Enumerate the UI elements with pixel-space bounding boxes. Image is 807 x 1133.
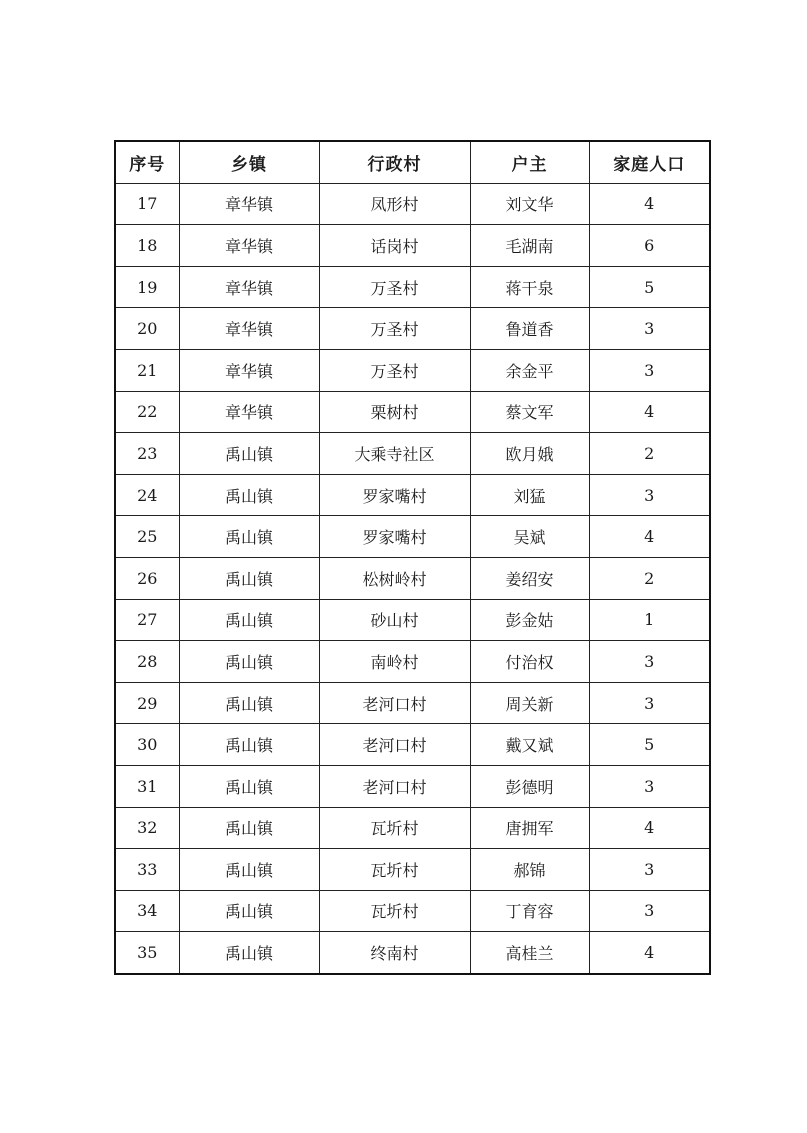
cell-family-size: 6 [589,225,710,267]
cell-village: 栗树村 [319,391,470,433]
table-row [115,474,710,516]
cell-family-size: 4 [589,391,710,433]
cell-township: 禹山镇 [179,516,319,558]
cell-village: 罗家嘴村 [319,474,470,516]
cell-index: 29 [115,682,179,724]
cell-village: 瓦圻村 [319,807,470,849]
cell-index: 23 [115,433,179,475]
cell-township: 禹山镇 [179,724,319,766]
cell-township: 禹山镇 [179,890,319,932]
cell-householder: 蔡文军 [470,391,589,433]
cell-township: 禹山镇 [179,932,319,974]
table-row [115,266,710,308]
cell-householder: 彭金姑 [470,599,589,641]
cell-householder: 彭德明 [470,765,589,807]
cell-village: 老河口村 [319,724,470,766]
table-row [115,807,710,849]
cell-village: 砂山村 [319,599,470,641]
table-row [115,682,710,724]
header-index: 序号 [115,141,179,183]
cell-householder: 刘文华 [470,183,589,225]
cell-index: 20 [115,308,179,350]
cell-index: 32 [115,807,179,849]
cell-index: 30 [115,724,179,766]
cell-family-size: 3 [589,890,710,932]
cell-family-size: 3 [589,349,710,391]
cell-township: 禹山镇 [179,433,319,475]
cell-township: 章华镇 [179,183,319,225]
table-row [115,599,710,641]
table-row [115,890,710,932]
cell-householder: 高桂兰 [470,932,589,974]
cell-township: 章华镇 [179,349,319,391]
table-row [115,849,710,891]
cell-index: 34 [115,890,179,932]
cell-householder: 付治权 [470,641,589,683]
household-table-container [114,140,709,975]
table-row [115,391,710,433]
cell-householder: 余金平 [470,349,589,391]
cell-householder: 姜绍安 [470,557,589,599]
cell-village: 南岭村 [319,641,470,683]
table-row [115,433,710,475]
table-row [115,349,710,391]
cell-village: 万圣村 [319,266,470,308]
cell-householder: 鲁道香 [470,308,589,350]
cell-index: 19 [115,266,179,308]
cell-householder: 吴斌 [470,516,589,558]
cell-householder: 郝锦 [470,849,589,891]
cell-village: 万圣村 [319,308,470,350]
cell-village: 凤形村 [319,183,470,225]
header-householder: 户主 [470,141,589,183]
cell-index: 27 [115,599,179,641]
cell-family-size: 4 [589,183,710,225]
cell-index: 24 [115,474,179,516]
cell-family-size: 4 [589,516,710,558]
header-township: 乡镇 [179,141,319,183]
cell-village: 罗家嘴村 [319,516,470,558]
cell-householder: 毛湖南 [470,225,589,267]
cell-township: 章华镇 [179,225,319,267]
cell-village: 老河口村 [319,765,470,807]
table-row [115,641,710,683]
table-row [115,557,710,599]
table-row [115,225,710,267]
table-row [115,724,710,766]
cell-family-size: 3 [589,765,710,807]
cell-family-size: 5 [589,266,710,308]
cell-village: 话岗村 [319,225,470,267]
cell-township: 章华镇 [179,266,319,308]
cell-family-size: 1 [589,599,710,641]
cell-index: 21 [115,349,179,391]
cell-township: 章华镇 [179,308,319,350]
cell-township: 章华镇 [179,391,319,433]
cell-village: 松树岭村 [319,557,470,599]
table-row [115,932,710,974]
cell-householder: 欧月娥 [470,433,589,475]
cell-township: 禹山镇 [179,682,319,724]
cell-township: 禹山镇 [179,557,319,599]
cell-village: 老河口村 [319,682,470,724]
cell-family-size: 2 [589,433,710,475]
cell-township: 禹山镇 [179,849,319,891]
header-family-size: 家庭人口 [589,141,710,183]
cell-village: 瓦圻村 [319,890,470,932]
header-village: 行政村 [319,141,470,183]
cell-index: 26 [115,557,179,599]
cell-index: 22 [115,391,179,433]
cell-householder: 周关新 [470,682,589,724]
cell-householder: 蒋干泉 [470,266,589,308]
cell-householder: 丁育容 [470,890,589,932]
cell-index: 35 [115,932,179,974]
cell-village: 大乘寺社区 [319,433,470,475]
cell-index: 28 [115,641,179,683]
cell-family-size: 3 [589,849,710,891]
cell-village: 万圣村 [319,349,470,391]
cell-family-size: 5 [589,724,710,766]
cell-householder: 唐拥军 [470,807,589,849]
cell-township: 禹山镇 [179,474,319,516]
table-body [115,183,710,974]
cell-index: 25 [115,516,179,558]
cell-householder: 刘猛 [470,474,589,516]
cell-township: 禹山镇 [179,599,319,641]
cell-index: 18 [115,225,179,267]
table-header-row [115,141,710,183]
cell-family-size: 2 [589,557,710,599]
table-row [115,765,710,807]
cell-village: 瓦圻村 [319,849,470,891]
table-row [115,308,710,350]
cell-householder: 戴又斌 [470,724,589,766]
cell-family-size: 3 [589,682,710,724]
cell-family-size: 3 [589,308,710,350]
cell-index: 33 [115,849,179,891]
cell-village: 终南村 [319,932,470,974]
cell-family-size: 3 [589,474,710,516]
cell-township: 禹山镇 [179,807,319,849]
cell-family-size: 4 [589,932,710,974]
cell-family-size: 3 [589,641,710,683]
household-table [114,140,711,975]
cell-index: 17 [115,183,179,225]
cell-township: 禹山镇 [179,765,319,807]
cell-index: 31 [115,765,179,807]
cell-family-size: 4 [589,807,710,849]
cell-township: 禹山镇 [179,641,319,683]
table-row [115,516,710,558]
table-row [115,183,710,225]
